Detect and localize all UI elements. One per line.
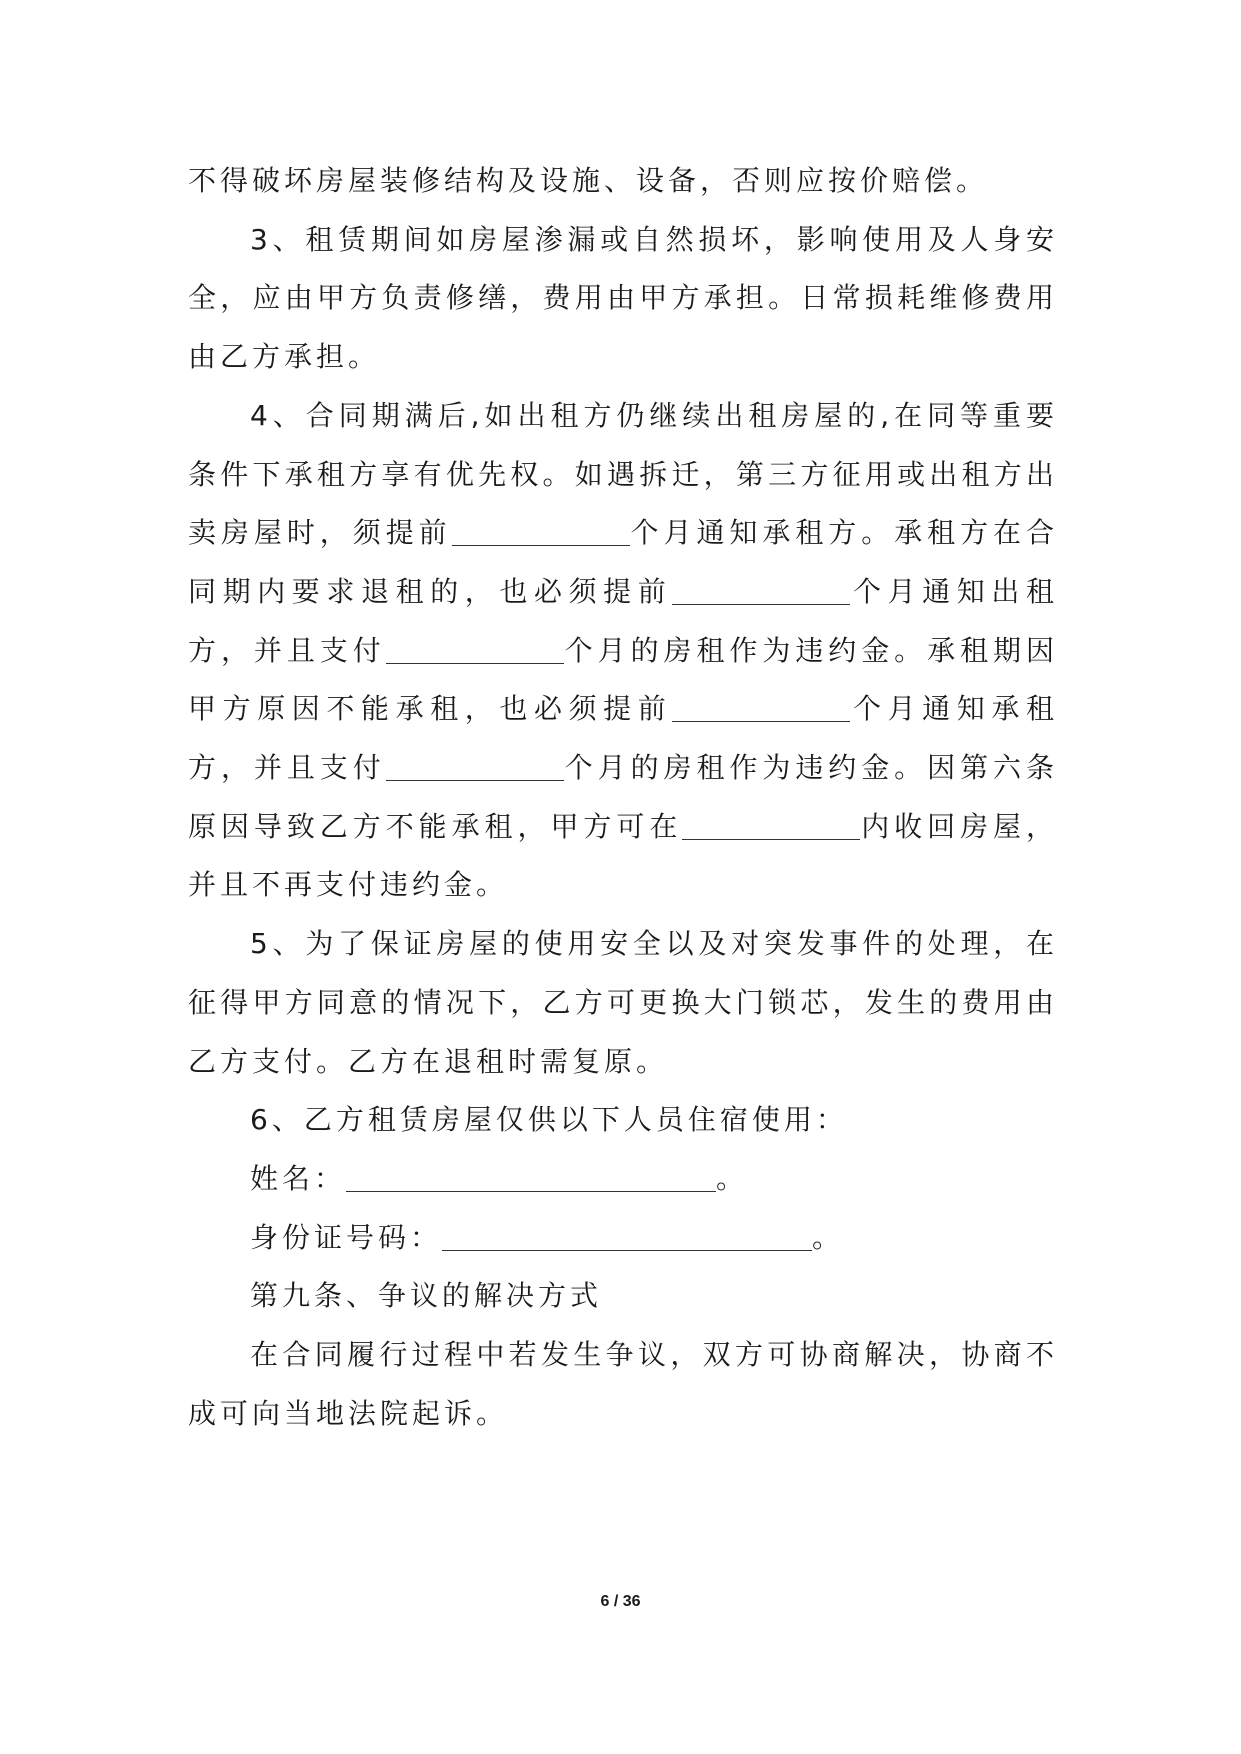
- blank-field-recovery-period: [682, 811, 860, 840]
- name-label: 姓名：: [250, 1161, 347, 1195]
- paragraph-clause-5: 5、为了保证房屋的使用安全以及对突发事件的处理，在征得甲方同意的情况下，乙方可更换大门锁芯，发生的费用由乙方支付。乙方在退租时需复原。: [188, 927, 1058, 1078]
- clause-4-text-3: 个月通知出租方，并且支付: [188, 574, 1058, 667]
- blank-field-id-number: [442, 1222, 812, 1251]
- id-number-line: [188, 1209, 1058, 1268]
- section-heading-dispute: 第九条、争议的解决方式: [250, 1279, 603, 1313]
- document-body: [188, 152, 1058, 1443]
- clause-4-text-5: 个月通知承租方，并且支付: [188, 692, 1058, 785]
- blank-field-penalty-months-party-a: [386, 752, 564, 781]
- blank-field-notice-months-lessor: [452, 517, 630, 546]
- clause-4-text-1: 4、合同期满后,如出租方仍继续出租房屋的,在同等重要条件下承租方享有优先权。如遇拆迁，第三方征用或出租方出卖房屋时，须提前: [188, 398, 1058, 550]
- paragraph-clause-3: 3、租赁期间如房屋渗漏或自然损坏，影响使用及人身安全，应由甲方负责修缮，费用由甲方承担。日常损耗维修费用由乙方承担。: [188, 222, 1058, 374]
- blank-field-name: [346, 1163, 716, 1192]
- clause-4-text-2: 个月通知承租方。承租方在合同期内要求退租的，也必须提前: [188, 516, 1058, 608]
- clause-4-text-7: 内收回房屋，并且不再支付违约金。: [188, 809, 1058, 902]
- paragraph-clause-6: 6、乙方租赁房屋仅供以下人员住宿使用：: [250, 1103, 848, 1137]
- page-number: 6 / 36: [600, 1593, 641, 1610]
- blank-field-notice-months-lessee: [672, 576, 850, 605]
- blank-field-penalty-months-lessee: [386, 635, 564, 664]
- paragraph-damage-clause: 不得破坏房屋装修结构及设施、设备，否则应按价赔偿。: [188, 164, 989, 197]
- name-line-end: 。: [716, 1161, 749, 1195]
- id-number-label: 身份证号码：: [250, 1220, 443, 1254]
- paragraph-clause-4: [188, 387, 1058, 915]
- clause-4-text-6: 个月的房租作为违约金。因第六条原因导致乙方不能承租，甲方可在: [188, 751, 1058, 843]
- name-line: [188, 1150, 1058, 1209]
- clause-4-text-4: 个月的房租作为违约金。承租期因甲方原因不能承租，也必须提前: [188, 633, 1058, 726]
- id-number-line-end: 。: [812, 1220, 845, 1254]
- paragraph-dispute-resolution: 在合同履行过程中若发生争议，双方可协商解决，协商不成可向当地法院起诉。: [188, 1338, 1058, 1430]
- blank-field-notice-months-party-a: [672, 693, 850, 722]
